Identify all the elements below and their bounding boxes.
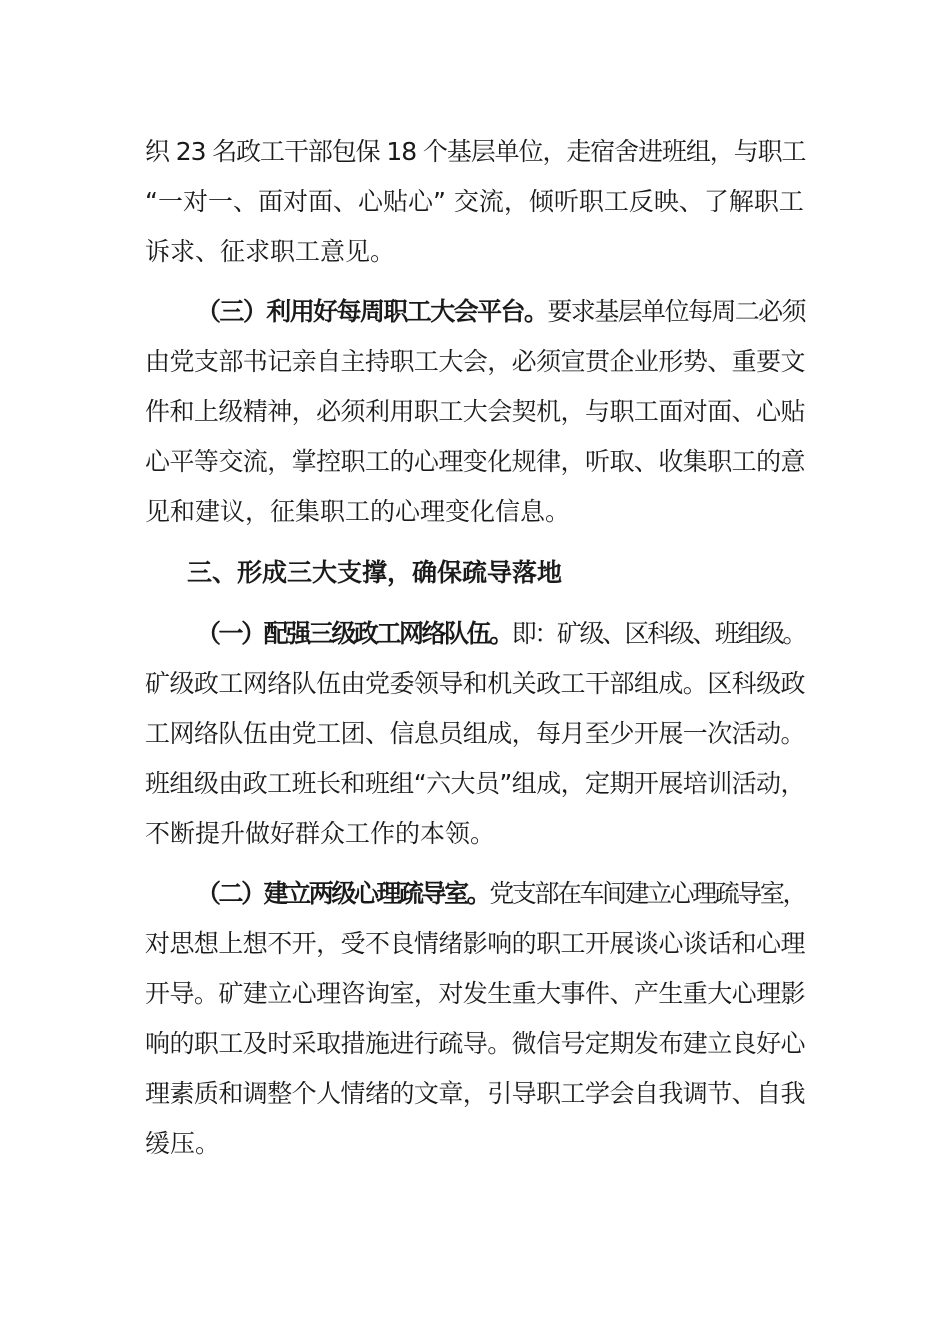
- text-line: [145, 445, 805, 479]
- text-run: 织 23 名政工干部包保 18 个基层单位，走宿舍进班组，与职工: [145, 137, 806, 166]
- text-run: 理素质和调整个人情绪的文章，引导职工学会自我调节、自我: [145, 1079, 806, 1108]
- text-line: [145, 667, 805, 701]
- text-run: 缓压。: [145, 1129, 221, 1158]
- text-line: [145, 977, 805, 1011]
- text-line: [145, 395, 805, 429]
- text-run: 响的职工及时采取措施进行疏导。微信号定期发布建立良好心: [145, 1029, 806, 1058]
- text-run: 见和建议，征集职工的心理变化信息。: [145, 497, 571, 526]
- text-run: 工网络队伍由党工团、信息员组成，每月至少开展一次活动。: [145, 719, 806, 748]
- text-run: 件和上级精神，必须利用职工大会契机，与职工面对面、心贴: [145, 397, 806, 426]
- bold-run: （一）配强三级政工网络队伍。: [196, 619, 512, 648]
- text-line: [145, 767, 805, 801]
- text-line: [145, 717, 805, 751]
- text-line: [145, 817, 805, 851]
- text-run: “一对一、面对面、心贴心” 交流，倾听职工反映、了解职工: [145, 187, 804, 216]
- text-line: [145, 927, 805, 961]
- text-run: 即：矿级、区科级、班组级。: [511, 619, 806, 648]
- text-line: [145, 235, 805, 269]
- text-line: [145, 185, 805, 219]
- text-run: 由党支部书记亲自主持职工大会，必须宣贯企业形势、重要文: [145, 347, 806, 376]
- text-line: [145, 135, 805, 169]
- text-line: [145, 1127, 805, 1161]
- text-line: [145, 345, 805, 379]
- text-run: 不断提升做好群众工作的本领。: [145, 819, 496, 848]
- text-run: 要求基层单位每周二必须: [547, 297, 806, 326]
- text-run: 心平等交流，掌控职工的心理变化规律，听取、收集职工的意: [145, 447, 806, 476]
- bold-run: （二）建立两级心理疏导室。: [196, 879, 490, 908]
- text-run: 班组级由政工班长和班组“六大员”组成，定期开展培训活动，: [145, 769, 805, 798]
- text-run: 矿级政工网络队伍由党委领导和机关政工干部组成。区科级政: [145, 669, 806, 698]
- bold-run: （三）利用好每周职工大会平台。: [196, 297, 548, 326]
- text-line: [196, 617, 805, 651]
- text-line: [187, 556, 805, 590]
- text-line: [145, 495, 805, 529]
- text-line: [196, 295, 805, 329]
- text-run: 对思想上想不开，受不良情绪影响的职工开展谈心谈话和心理: [145, 929, 806, 958]
- text-run: 诉求、征求职工意见。: [145, 237, 396, 266]
- text-run: 党支部在车间建立心理疏导室，: [489, 879, 806, 908]
- text-line: [145, 1077, 805, 1111]
- text-line: [145, 1027, 805, 1061]
- bold-run: 三、形成三大支撑，确保疏导落地: [187, 558, 563, 587]
- text-run: 开导。矿建立心理咨询室，对发生重大事件、产生重大心理影: [145, 979, 806, 1008]
- text-line: [196, 877, 805, 911]
